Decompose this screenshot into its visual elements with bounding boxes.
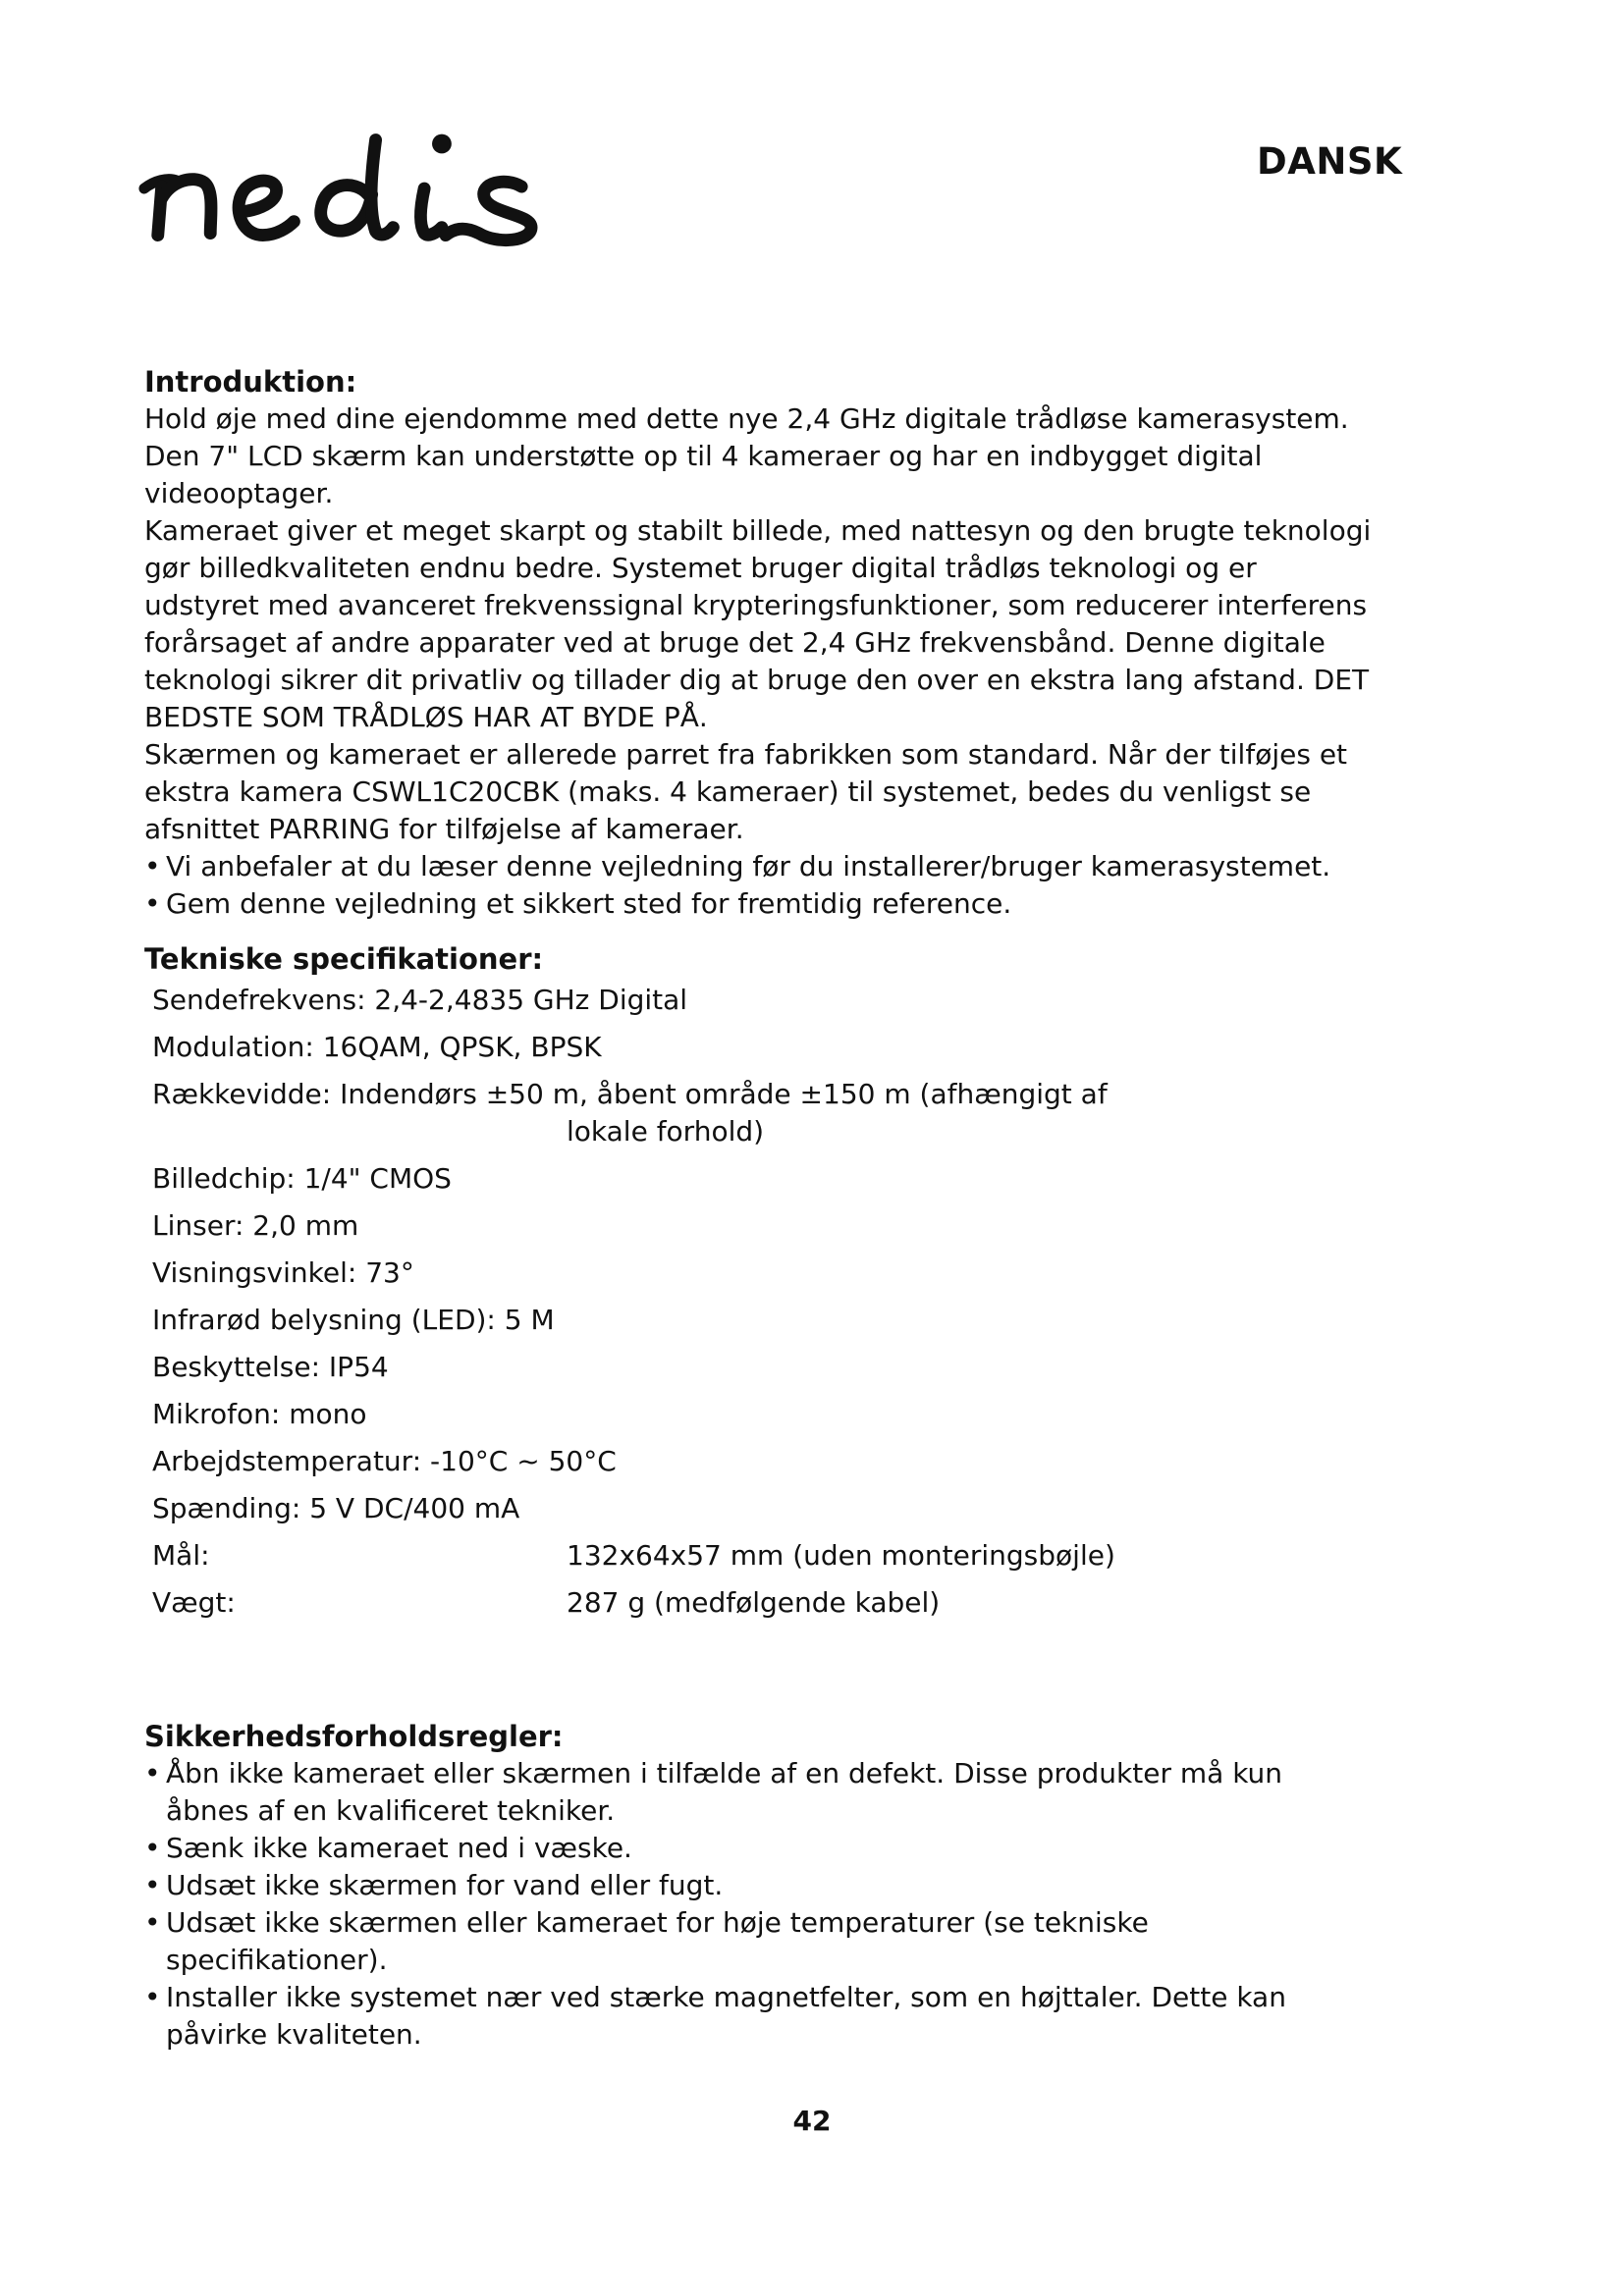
- safety-bullet: • Åbn ikke kameraet eller skærmen i tilfælde af en defekt. Disse produkter må kun åbnes af en kvalificeret tekniker.: [144, 1755, 1372, 1830]
- spec-text: Beskyttelse: IP54: [152, 1351, 389, 1383]
- spec-text: Linser: 2,0 mm: [152, 1209, 359, 1242]
- spec-text: Modulation: 16QAM, QPSK, BPSK: [152, 1031, 602, 1063]
- spec-value: 287 g (medfølgende kabel): [567, 1586, 941, 1619]
- spec-row: [152, 1207, 1372, 1255]
- nedis-logo: [133, 120, 638, 267]
- safety-bullet: • Udsæt ikke skærmen eller kameraet for høje temperaturer (se tekniske specifikationer).: [144, 1904, 1372, 1979]
- specs-section: [144, 940, 1372, 1631]
- intro-paragraph: Skærmen og kameraet er allerede parret fra fabrikken som standard. Når der tilføjes et ekstra kamera CSWL1C20CBK (maks. 4 kameraer) til systemet, bedes du venligst se afsnittet PARRING for tilføjelse af kameraer.: [144, 738, 1348, 845]
- intro-bullet: • Gem denne vejledning et sikkert sted for fremtidig reference.: [144, 885, 1372, 923]
- spec-row: [152, 1537, 1372, 1584]
- page-number: 42: [792, 2105, 832, 2137]
- safety-bullet: • Udsæt ikke skærmen for vand eller fugt.: [144, 1867, 1372, 1904]
- spec-row: [152, 1302, 1372, 1349]
- spec-row: [152, 1584, 1372, 1631]
- safety-bullets: [144, 1755, 1372, 2054]
- spec-row: [152, 982, 1372, 1029]
- spec-text: Visningsvinkel: 73°: [152, 1256, 414, 1289]
- spec-row: [152, 1255, 1372, 1302]
- spec-text: Arbejdstemperatur: -10°C ~ 50°C: [152, 1445, 617, 1477]
- intro-heading: Introduktion:: [144, 365, 357, 399]
- safety-bullet: • Installer ikke systemet nær ved stærke magnetfelter, som en højttaler. Dette kan påvirke kvaliteten.: [144, 1979, 1372, 2054]
- intro-bullet: • Vi anbefaler at du læser denne vejledning før du installerer/bruger kamerasystemet.: [144, 848, 1372, 885]
- spec-label: Vægt:: [152, 1586, 236, 1619]
- spec-row: [152, 1349, 1372, 1396]
- language-label: DANSK: [1257, 140, 1403, 183]
- spec-text: Infrarød belysning (LED): 5 M: [152, 1304, 555, 1336]
- spec-label: Mål:: [152, 1539, 210, 1572]
- specs-heading: Tekniske specifikationer:: [144, 942, 544, 976]
- safety-heading: Sikkerhedsforholdsregler:: [144, 1720, 564, 1753]
- spec-text-continuation: lokale forhold): [567, 1115, 765, 1148]
- intro-section: [144, 363, 1372, 923]
- spec-row: [152, 1490, 1372, 1537]
- spec-row: [152, 1076, 1372, 1160]
- intro-paragraph: Kameraet giver et meget skarpt og stabilt billede, med nattesyn og den brugte teknologi gør billedkvaliteten endnu bedre. Systemet bruger digital trådløs teknologi og er udstyret med avanceret frekvenssignal krypteringsfunktioner, som reducerer interferens forårsaget af andre apparater ved at bruge det 2,4 GHz frekvensbånd. Denne digitale teknologi sikrer dit privatliv og tillader dig at bruge den over en ekstra lang afstand. DET BEDSTE SOM TRÅDLØS HAR AT BYDE PÅ.: [144, 514, 1372, 733]
- safety-bullet: • Sænk ikke kameraet ned i væske.: [144, 1830, 1372, 1867]
- spec-row: [152, 1029, 1372, 1076]
- specs-list: [144, 982, 1372, 1631]
- spec-row: [152, 1160, 1372, 1207]
- spec-row: [152, 1443, 1372, 1490]
- safety-section: [144, 1718, 1372, 2054]
- spec-text: Rækkevidde: Indendørs ±50 m, åbent område ±150 m (afhængigt af: [152, 1078, 1108, 1110]
- spec-text: Mikrofon: mono: [152, 1398, 367, 1430]
- spec-text: Billedchip: 1/4" CMOS: [152, 1162, 452, 1195]
- intro-paragraph: Hold øje med dine ejendomme med dette nye 2,4 GHz digitale trådløse kamerasystem. Den 7" LCD skærm kan understøtte op til 4 kameraer og har en indbygget digital videooptager.: [144, 402, 1349, 509]
- spec-text: Spænding: 5 V DC/400 mA: [152, 1492, 520, 1524]
- document-body: [144, 363, 1372, 2054]
- intro-bullets: [144, 848, 1372, 923]
- spec-row: [152, 1396, 1372, 1443]
- spec-text: Sendefrekvens: 2,4-2,4835 GHz Digital: [152, 984, 688, 1016]
- spec-value: 132x64x57 mm (uden monteringsbøjle): [567, 1539, 1115, 1572]
